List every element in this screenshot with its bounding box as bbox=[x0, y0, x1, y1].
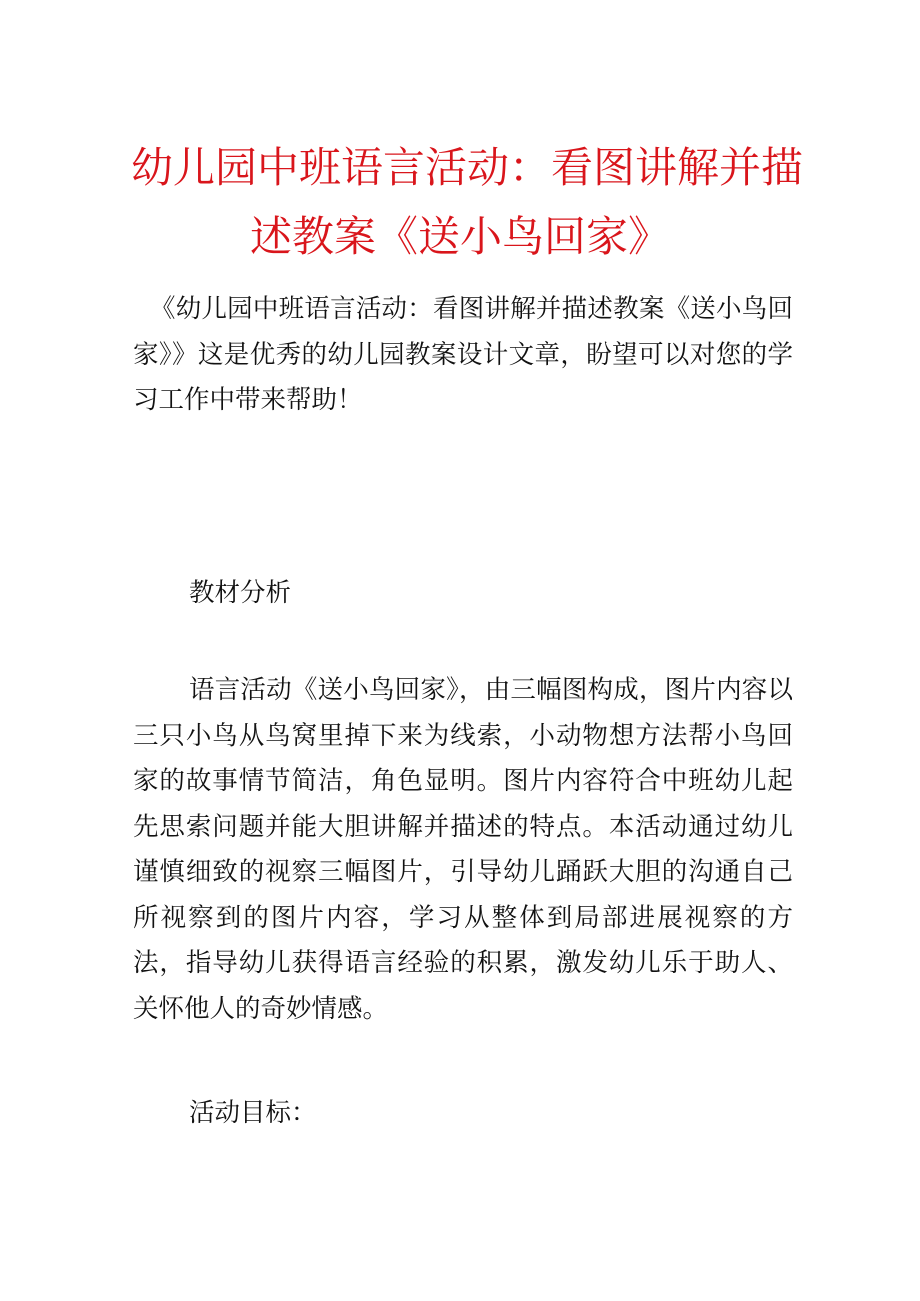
document-title-line-2: 述教案《送小鸟回家》 bbox=[250, 212, 671, 261]
materials-analysis-paragraph: 语言活动《送小鸟回家》，由三幅图构成，图片内容以三只小鸟从鸟窝里掉下来为线索，小动物想方法帮小鸟回家的故事情节简洁，角色显明。图片内容符合中班幼儿起先思索问题并能大胆讲解并描述的特点。本活动通过幼儿谨慎细致的视察三幅图片，引导幼儿踊跃大胆的沟通自己所视察到的图片内容，学习从整体到局部进展视察的方法，指导幼儿获得语言经验的积累，激发幼儿乐于助人、关怀他人的奇妙情感。 bbox=[133, 675, 793, 1024]
intro-paragraph: 《幼儿园中班语言活动：看图讲解并描述教案《送小鸟回家》》这是优秀的幼儿园教案设计文章，盼望可以对您的学习工作中带来帮助！ bbox=[133, 294, 793, 415]
section-heading-activity-goals: 活动目标： bbox=[189, 1098, 317, 1128]
document-title-line-1: 幼儿园中班语言活动：看图讲解并描 bbox=[131, 143, 804, 192]
section-heading-materials-analysis: 教材分析 bbox=[189, 578, 292, 608]
